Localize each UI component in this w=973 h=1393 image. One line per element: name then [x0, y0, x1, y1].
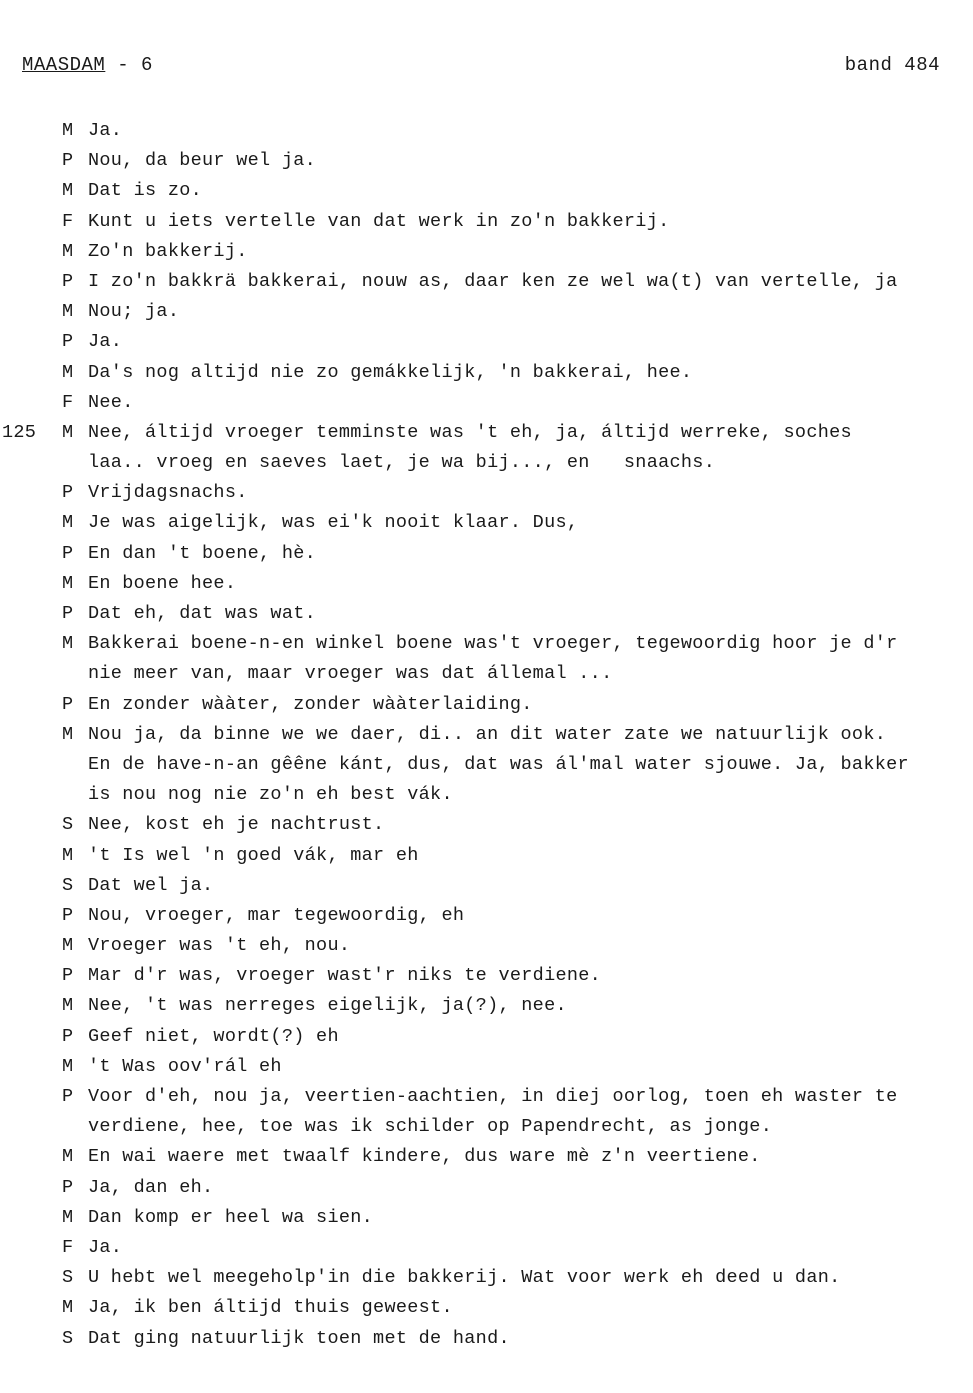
utterance-text: Zo'n bakkerij.: [88, 240, 248, 262]
utterance-text: Je was aigelijk, was ei'k nooit klaar. Dus,: [88, 512, 579, 534]
transcript-line: [62, 1263, 967, 1293]
speaker-code: S: [62, 874, 74, 896]
transcript-line: [62, 1082, 967, 1112]
utterance-text: verdiene, hee, toe was ik schilder op Papendrecht, as jonge.: [88, 1116, 773, 1138]
utterance-text: Ja, ik ben áltijd thuis geweest.: [88, 1297, 453, 1319]
transcript-line: [62, 1324, 967, 1354]
speaker-code: P: [62, 603, 74, 624]
speaker-code: M: [62, 1146, 74, 1168]
transcript-line: [62, 478, 967, 508]
speaker-code: P: [62, 150, 74, 172]
utterance-text: Nee.: [88, 391, 134, 413]
utterance-text: Dat ging natuurlijk toen met de hand.: [88, 1327, 510, 1349]
transcript-line: [62, 1203, 967, 1233]
speaker-code: M: [62, 995, 74, 1017]
utterance-text: Voor d'eh, nou ja, veertien-aachtien, in diej oorlog, toen eh waster te: [88, 1086, 898, 1107]
transcript-line: [62, 327, 967, 357]
tape-number: band 484: [844, 54, 940, 76]
utterance-text: Vrijdagsnachs.: [88, 482, 248, 504]
transcript-line: [62, 1052, 967, 1082]
transcript-line: [62, 358, 967, 388]
transcript-line: [62, 690, 967, 720]
utterance-text: nie meer van, maar vroeger was dat állemal ...: [88, 663, 613, 685]
utterance-text: Mar d'r was, vroeger wast'r niks te verdiene.: [88, 965, 602, 987]
speaker-code: M: [62, 512, 74, 534]
speaker-code: M: [62, 361, 74, 383]
speaker-code: F: [62, 210, 74, 232]
utterance-text: Nou ja, da binne we we daer, di.. an dit water zate we natuurlijk ook.: [88, 723, 887, 745]
speaker-code: M: [62, 1297, 74, 1319]
speaker-code: M: [62, 301, 74, 323]
utterance-text: Ja.: [88, 120, 123, 141]
speaker-code: P: [62, 1025, 74, 1047]
transcript-line: [62, 297, 967, 327]
utterance-text: Nou; ja.: [88, 301, 180, 323]
transcript-lines: [2, 116, 967, 1354]
transcript-line: [62, 237, 967, 267]
transcript-line: [62, 750, 967, 780]
transcript-line: [62, 508, 967, 538]
utterance-text: En dan 't boene, hè.: [88, 542, 317, 564]
transcript-line: [62, 1173, 967, 1203]
speaker-code: P: [62, 693, 74, 715]
transcript-line: [62, 1022, 967, 1052]
speaker-code: P: [62, 482, 74, 504]
speaker-code: P: [62, 270, 74, 292]
speaker-code: M: [62, 844, 74, 866]
utterance-text: Nee, áltijd vroeger temminste was 't eh, ja, áltijd werreke, soches: [88, 421, 852, 443]
transcript-line: [62, 659, 967, 689]
transcript-line: [2, 418, 967, 448]
speaker-code: M: [62, 633, 74, 655]
utterance-text: Dat is zo.: [88, 180, 203, 202]
page-number: - 6: [105, 54, 153, 76]
utterance-text: Dat eh, dat was wat.: [88, 603, 317, 624]
transcript-line: [62, 931, 967, 961]
speaker-code: M: [62, 180, 74, 202]
speaker-code: M: [62, 240, 74, 262]
utterance-text: En boene hee.: [88, 572, 237, 594]
speaker-code: M: [62, 120, 74, 141]
transcript-line: [62, 1142, 967, 1172]
speaker-code: P: [62, 542, 74, 564]
utterance-text: Da's nog altijd nie zo gemákkelijk, 'n bakkerai, hee.: [88, 361, 693, 383]
utterance-text: Kunt u iets vertelle van dat werk in zo'n bakkerij.: [88, 210, 670, 232]
utterance-text: Ja.: [88, 331, 123, 353]
utterance-text: U hebt wel meegeholp'in die bakkerij. Wat voor werk eh deed u dan.: [88, 1267, 841, 1289]
utterance-text: Nou, da beur wel ja.: [88, 150, 317, 172]
speaker-code: M: [62, 1055, 74, 1077]
transcript-line: [62, 448, 967, 478]
utterance-text: 't Is wel 'n goed vák, mar eh: [88, 844, 419, 866]
page-header-left: [22, 54, 153, 76]
speaker-code: S: [62, 1267, 74, 1289]
speaker-code: P: [62, 904, 74, 926]
utterance-text: laa.. vroeg en saeves laet, je wa bij..., en snaachs.: [88, 452, 716, 474]
transcript-line: [62, 810, 967, 840]
speaker-code: P: [62, 965, 74, 987]
speaker-code: M: [62, 421, 74, 443]
transcript-line: [62, 629, 967, 659]
utterance-text: Nee, kost eh je nachtrust.: [88, 814, 385, 836]
line-number: 125: [2, 421, 37, 443]
transcript-line: [62, 176, 967, 206]
speaker-code: M: [62, 723, 74, 745]
utterance-text: En de have-n-an gêêne kánt, dus, dat was ál'mal water sjouwe. Ja, bakker: [88, 753, 909, 775]
transcript-line: [62, 539, 967, 569]
speaker-code: S: [62, 814, 74, 836]
transcript-line: [62, 116, 967, 146]
transcript-line: [62, 841, 967, 871]
utterance-text: I zo'n bakkrä bakkerai, nouw as, daar ken ze wel wa(t) van vertelle, ja: [88, 270, 898, 292]
transcript-line: [62, 267, 967, 297]
transcript-line: [62, 871, 967, 901]
utterance-text: 't Was oov'rál eh: [88, 1055, 282, 1077]
utterance-text: Geef niet, wordt(?) eh: [88, 1025, 339, 1047]
utterance-text: Vroeger was 't eh, nou.: [88, 935, 351, 957]
place-name: MAASDAM: [22, 54, 106, 76]
speaker-code: P: [62, 1176, 74, 1198]
transcript-line: [62, 146, 967, 176]
speaker-code: P: [62, 1086, 74, 1107]
transcript-line: [62, 961, 967, 991]
utterance-text: Nee, 't was nerreges eigelijk, ja(?), nee.: [88, 995, 567, 1017]
transcript-line: [62, 388, 967, 418]
utterance-text: Nou, vroeger, mar tegewoordig, eh: [88, 904, 465, 926]
utterance-text: is nou nog nie zo'n eh best vák.: [88, 784, 453, 806]
transcript-line: [62, 1293, 967, 1323]
speaker-code: M: [62, 572, 74, 594]
utterance-text: Ja, dan eh.: [88, 1176, 214, 1198]
transcript-line: [62, 780, 967, 810]
transcript-line: [62, 1112, 967, 1142]
utterance-text: Dan komp er heel wa sien.: [88, 1206, 374, 1228]
speaker-code: M: [62, 1206, 74, 1228]
transcript-line: [62, 207, 967, 237]
transcript-line: [62, 1233, 967, 1263]
speaker-code: S: [62, 1327, 74, 1349]
transcript-line: [62, 901, 967, 931]
utterance-text: Dat wel ja.: [88, 874, 214, 896]
utterance-text: En zonder wààter, zonder wààterlaiding.: [88, 693, 533, 715]
speaker-code: P: [62, 331, 74, 353]
speaker-code: F: [62, 1236, 74, 1258]
utterance-text: Bakkerai boene-n-en winkel boene was't vroeger, tegewoordig hoor je d'r: [88, 633, 898, 655]
speaker-code: M: [62, 935, 74, 957]
transcript-line: [62, 569, 967, 599]
transcript-line: [62, 720, 967, 750]
transcript-line: [62, 991, 967, 1021]
utterance-text: En wai waere met twaalf kindere, dus ware mè z'n veertiene.: [88, 1146, 761, 1168]
speaker-code: F: [62, 391, 74, 413]
transcript-line: [62, 599, 967, 629]
utterance-text: Ja.: [88, 1236, 123, 1258]
